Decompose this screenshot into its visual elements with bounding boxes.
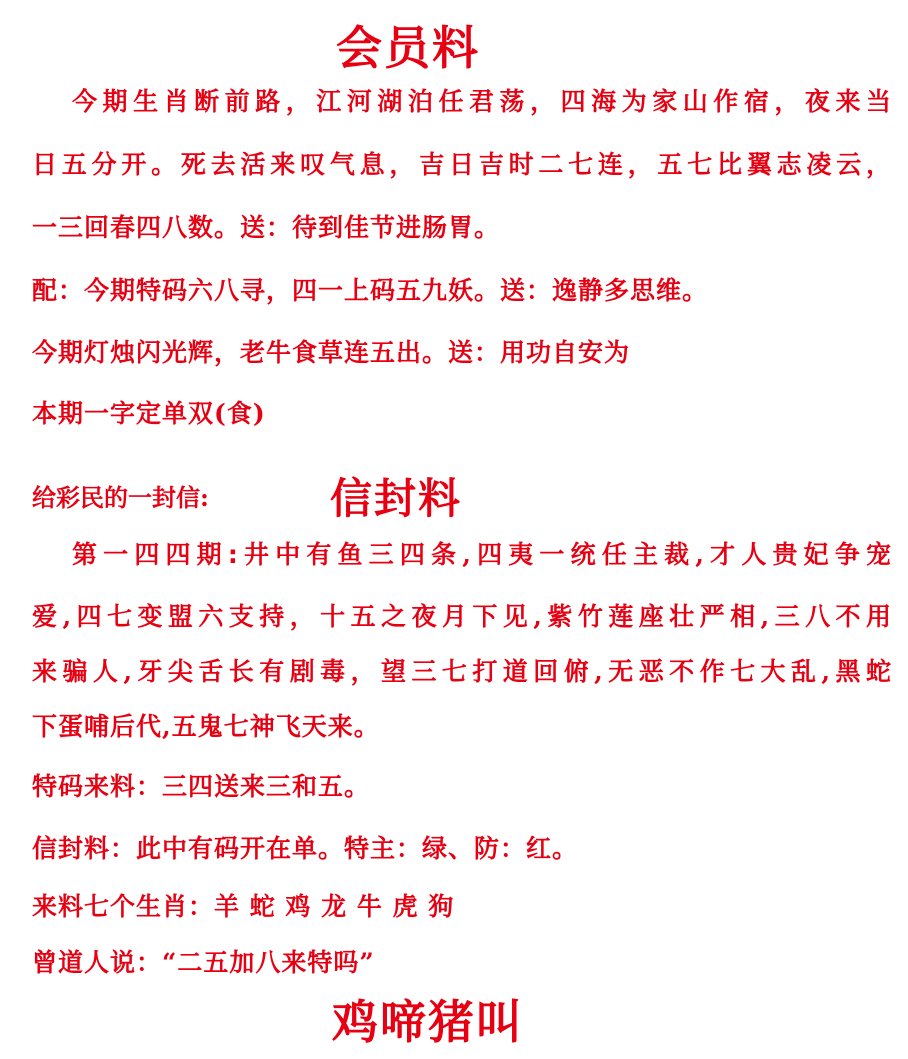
- special-code-line: 特码来料：三四送来三和五。: [32, 772, 371, 801]
- member-line-1: 今期生肖断前路，江河湖泊任君荡，四海为家山作宿，夜来当: [72, 87, 892, 116]
- letter-label: 给彩民的一封信:: [32, 483, 209, 512]
- envelope-code-line: 信封料：此中有码开在单。特主：绿、防：红。: [32, 834, 579, 863]
- member-line-3: 一三回春四八数。送：待到佳节进肠胃。: [32, 213, 501, 242]
- member-line-2: 日五分开。死去活来叹气息，吉日吉时二七连，五七比翼志凌云，: [32, 150, 892, 179]
- envelope-line-3: 来骗人,牙尖舌长有剧毒，望三七打道回俯,无恶不作七大乱,黑蛇: [32, 657, 892, 686]
- member-line-6: 本期一字定单双(食): [32, 399, 266, 428]
- issue-number: 第一四四期:: [72, 540, 239, 569]
- member-line-5: 今期灯烛闪光辉，老牛食草连五出。送：用功自安为: [32, 338, 631, 367]
- envelope-line-1-text: 井中有鱼三四条,四夷一统任主裁,才人贵妃争宠: [238, 540, 892, 569]
- envelope-line-2: 爱,四七变盟六支持，十五之夜月下见,紫竹莲座壮严相,三八不用: [32, 602, 892, 631]
- envelope-line-1: [72, 535, 892, 571]
- title-member-material: 会员料: [336, 21, 480, 75]
- envelope-line-4: 下蛋哺后代,五鬼七神飞天来。: [32, 712, 380, 741]
- title-rooster-pig: 鸡啼猪叫: [332, 995, 524, 1049]
- zodiac-line: 来料七个生肖：羊 蛇 鸡 龙 牛 虎 狗: [32, 892, 455, 921]
- daoist-saying-line: 曾道人说：“二五加八来特吗”: [32, 948, 375, 977]
- member-line-4: 配：今期特码六八寻，四一上码五九妖。送：逸静多思维。: [32, 276, 709, 305]
- title-envelope-material: 信封料: [330, 474, 463, 523]
